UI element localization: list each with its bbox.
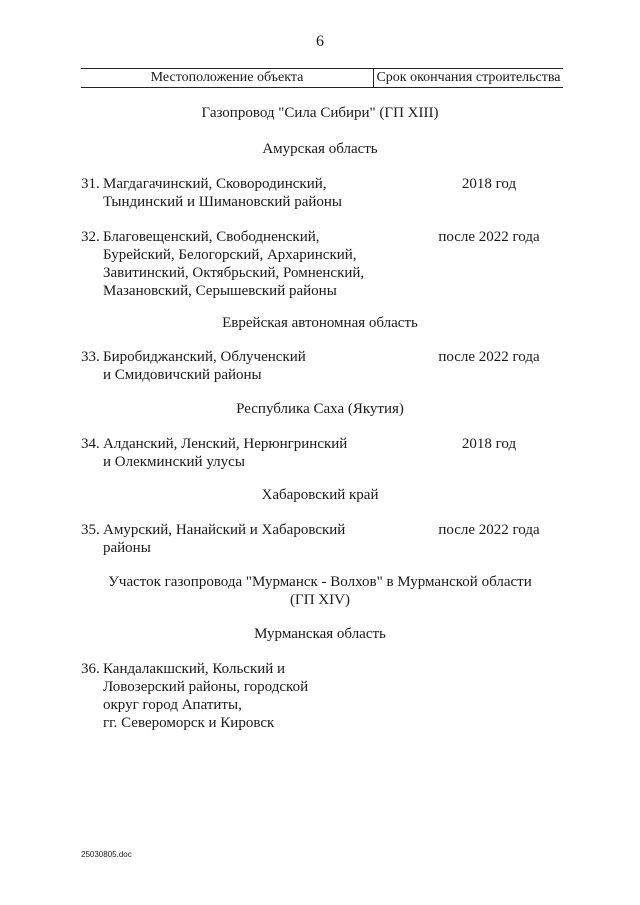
entry-number: 32. xyxy=(81,229,100,245)
entry-location xyxy=(103,175,403,211)
entry-line: Завитинский, Октябрьский, Ромненский, xyxy=(103,265,365,281)
entry-deadline: после 2022 года xyxy=(438,522,540,538)
section-title-sila-sibiri: Газопровод "Сила Сибири" (ГП XIII) xyxy=(201,105,439,121)
entry-line: Кандалакшский, Кольский и xyxy=(103,661,286,677)
section-title-line: Участок газопровода "Мурманск - Волхов" в Мурманской области xyxy=(108,574,532,590)
entry-line: Благовещенский, Свободненский, xyxy=(103,229,320,245)
entry-line: районы xyxy=(103,540,151,556)
section-title-murmansk-volkhov xyxy=(0,573,640,609)
entry-line: и Смидовичский районы xyxy=(103,367,262,383)
entry-line: округ город Апатиты, xyxy=(103,697,242,713)
entry-number: 33. xyxy=(81,349,100,365)
entry-line: гг. Североморск и Кировск xyxy=(103,715,275,731)
column-header-location: Местоположение объекта xyxy=(81,69,374,87)
entry-line: Биробиджанский, Облученский xyxy=(103,349,306,365)
entry-line: Бурейский, Белогорский, Архаринский, xyxy=(103,247,357,263)
region-heading-amur: Амурская область xyxy=(262,141,378,157)
entry-deadline: после 2022 года xyxy=(438,349,540,365)
entry-location xyxy=(103,660,403,732)
region-heading-murmansk: Мурманская область xyxy=(254,626,386,642)
entry-line: Магдагачинский, Сковородинский, xyxy=(103,176,327,192)
entry-line: Амурский, Нанайский и Хабаровский xyxy=(103,522,346,538)
column-header-deadline: Срок окончания строительства xyxy=(376,70,561,85)
entry-location xyxy=(103,348,403,384)
entry-deadline: 2018 год xyxy=(461,436,517,452)
entry-number: 31. xyxy=(81,176,100,192)
entry-number: 35. xyxy=(81,522,100,538)
entry-line: Ловозерский районы, городской xyxy=(103,679,309,695)
entry-location xyxy=(103,435,403,471)
entry-location xyxy=(103,228,403,300)
entry-line: Алданский, Ленский, Нерюнгринский xyxy=(103,436,348,452)
page-number: 6 xyxy=(316,33,324,50)
region-heading-jewish-ao: Еврейская автономная область xyxy=(222,315,418,331)
entry-number: 36. xyxy=(81,661,100,677)
entry-deadline: после 2022 года xyxy=(438,229,540,245)
entry-line: Тындинский и Шимановский районы xyxy=(103,194,343,210)
entry-line: и Олекминский улусы xyxy=(103,454,245,470)
entry-number: 34. xyxy=(81,436,100,452)
section-title-line: (ГП XIV) xyxy=(290,592,350,608)
entry-location xyxy=(103,521,403,557)
region-heading-khabarovsk: Хабаровский край xyxy=(261,487,379,503)
region-heading-yakutia: Республика Саха (Якутия) xyxy=(236,401,404,417)
footer-doc-code: 25030805.doc xyxy=(81,850,132,859)
table-header xyxy=(81,68,563,88)
entry-line: Мазановский, Серышевский районы xyxy=(103,283,337,299)
entry-deadline: 2018 год xyxy=(461,176,517,192)
